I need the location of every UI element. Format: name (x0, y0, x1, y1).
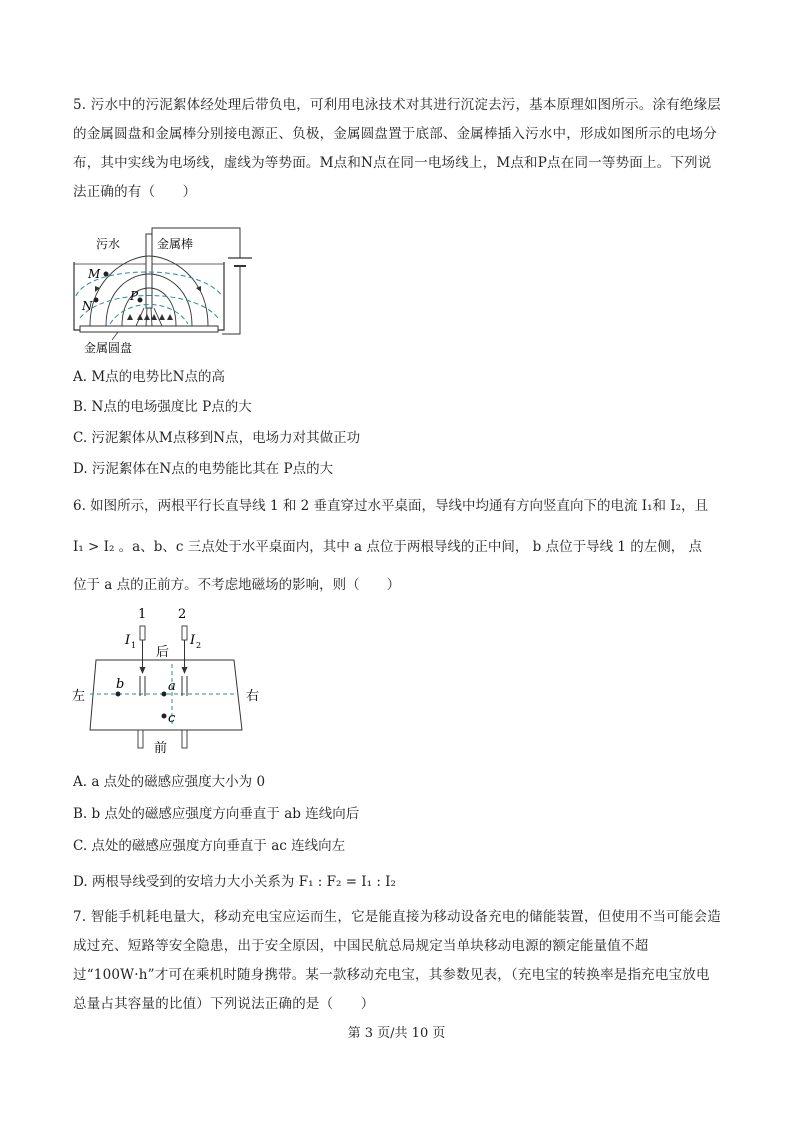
label-b: b (116, 677, 125, 692)
label-I1: I (125, 633, 131, 648)
q6-line3: 位于 a 点的正前方。不考虑地磁场的影响，则（ ） (73, 577, 401, 593)
label-I2: I (190, 633, 196, 648)
page-footer: 第 3 页/共 10 页 (347, 1026, 446, 1041)
label-M: M (88, 267, 101, 281)
q6-line1: 6. 如图所示，两根平行长直导线 1 和 2 垂直穿过水平桌面，导线中均通有方向竖直向下的电流 I₁和 I₂，且 (73, 498, 709, 514)
label-c: c (168, 711, 176, 726)
q6-option-a: A. a 点处的磁感应强度大小为 0 (73, 774, 266, 790)
label-rod: 金属棒 (157, 237, 194, 251)
label-I1-sub: 1 (131, 641, 137, 650)
q5-option-d: D. 污泥絮体在N点的电势能比其在 P点的大 (73, 461, 334, 477)
label-N: N (82, 299, 93, 313)
q5-option-c: C. 污泥絮体从M点移到N点，电场力对其做正功 (73, 430, 361, 446)
q7-stem: 7. 智能手机耗电量大，移动充电宝应运而生，它是能直接为移动设备充电的储能装置，但使用不当可能会造成过充、短路等安全隐患，出于安全原因，中国民航总局规定当单块移动电源的额定能量值不超过“100W·h”才可在乘机时随身携带。某一款移动充电宝，其参数见表，（充电宝的转换率是指充电宝放电总量占其容量的比值）下列说法正确的是（ ） (73, 909, 721, 1012)
label-P: P (130, 289, 139, 303)
label-I2-sub: 2 (196, 641, 202, 650)
q5-stem: 5. 污水中的污泥絮体经处理后带负电，可利用电泳技术对其进行沉淀去污，基本原理如图所示。涂有绝缘层的金属圆盘和金属棒分别接电源正、负极，金属圆盘置于底部、金属棒插入污水中，形成如图所示的电场分布，其中实线为电场线，虚线为等势面。M点和N点在同一电场线上，M点和P点在同一等势面上。下列说法正确的有（ ） (73, 97, 721, 200)
label-wire2: 2 (178, 607, 187, 622)
q6-option-b: B. b 点处的磁感应强度方向垂直于 ab 连线向后 (73, 806, 360, 822)
label-right: 右 (246, 689, 260, 704)
label-back: 后 (156, 645, 170, 660)
label-a: a (168, 679, 176, 694)
label-disk: 金属圆盘 (84, 341, 133, 355)
q6-figure (70, 604, 270, 754)
q5-option-b: B. N点的电场强度比 P点的大 (73, 399, 252, 415)
q6-option-c: C. 点处的磁感应强度方向垂直于 ac 连线向左 (73, 838, 346, 854)
q6-option-d: D. 两根导线受到的安培力大小关系为 F₁ : F₂ = I₁ : I₂ (73, 874, 396, 890)
label-wire1: 1 (138, 607, 147, 622)
label-front: 前 (154, 741, 168, 754)
label-left: 左 (72, 689, 86, 704)
q6-line2: I₁ > I₂ 。a、b、c 三点处于水平桌面内，其中 a 点位于两根导线的正中间， b 点位于导线 1 的左侧， 点 (73, 539, 703, 555)
q5-option-a: A. M点的电势比N点的高 (73, 369, 225, 385)
q5-figure (70, 226, 260, 356)
label-water: 污水 (96, 237, 121, 251)
